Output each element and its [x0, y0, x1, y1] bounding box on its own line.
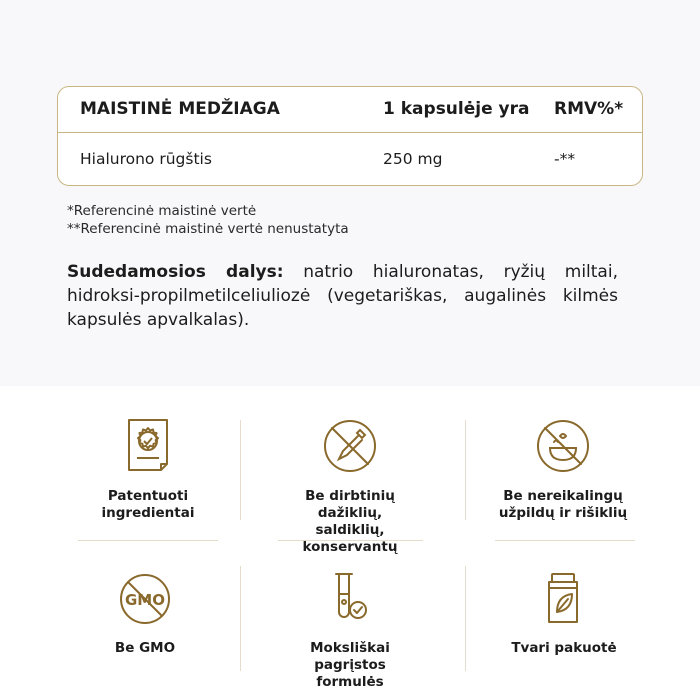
feature-sustainable-packaging: [489, 572, 639, 657]
feature-patented: [73, 418, 223, 522]
feature-scientific: [275, 572, 425, 691]
feature-label: Moksliškai pagrįstos formulės: [310, 640, 390, 690]
divider-horizontal: [78, 540, 218, 541]
feature-label: Be dirbtinių dažiklių, saldiklių, konservantų: [302, 488, 398, 555]
feature-label: Patentuoti ingredientai: [101, 488, 195, 521]
feature-label: Tvari pakuotė: [511, 640, 617, 656]
header-rmv: RMV%*: [554, 99, 624, 119]
footnote-rmv: *Referencinė maistinė vertė: [67, 203, 257, 219]
footnote-not-set: **Referencinė maistinė vertė nenustatyta: [67, 221, 349, 237]
ingredients-text: [67, 260, 618, 332]
feature-label: Be GMO: [114, 640, 176, 656]
divider-horizontal: [495, 540, 635, 541]
cell-nutrient-name: Hialurono rūgštis: [80, 150, 212, 168]
header-nutrient: MAISTINĖ MEDŽIAGA: [80, 99, 280, 119]
feature-no-gmo: [70, 572, 220, 657]
ingredients-list: natrio hialuronatas, ryžių miltai, hidroksi-propilmetilceliuliozė (vegetariškas, augalinės kilmės kapsulės apvalkalas).: [67, 262, 618, 330]
svg-text:GMO: GMO: [125, 591, 165, 609]
divider-vertical: [465, 420, 466, 520]
eco-jar-icon: [540, 572, 588, 626]
ingredients-label: Sudedamosios dalys:: [67, 262, 284, 282]
feature-no-additives: [275, 418, 425, 556]
cell-amount: 250 mg: [383, 150, 443, 168]
feature-no-fillers: [488, 418, 638, 522]
header-amount: 1 kapsulėje yra: [383, 99, 530, 119]
divider-vertical: [465, 566, 466, 671]
footnotes: [67, 202, 349, 238]
nutrition-table: [57, 86, 643, 186]
no-dropper-icon: [323, 418, 377, 474]
cell-rmv: -**: [554, 150, 576, 168]
no-fillers-icon: [536, 418, 590, 474]
test-tube-icon: [328, 572, 372, 626]
divider-vertical: [240, 566, 241, 671]
feature-label: Be nereikalingų užpildų ir rišiklių: [498, 488, 628, 521]
certificate-icon: [123, 418, 173, 474]
no-gmo-icon: [118, 572, 172, 626]
divider-vertical: [240, 420, 241, 520]
